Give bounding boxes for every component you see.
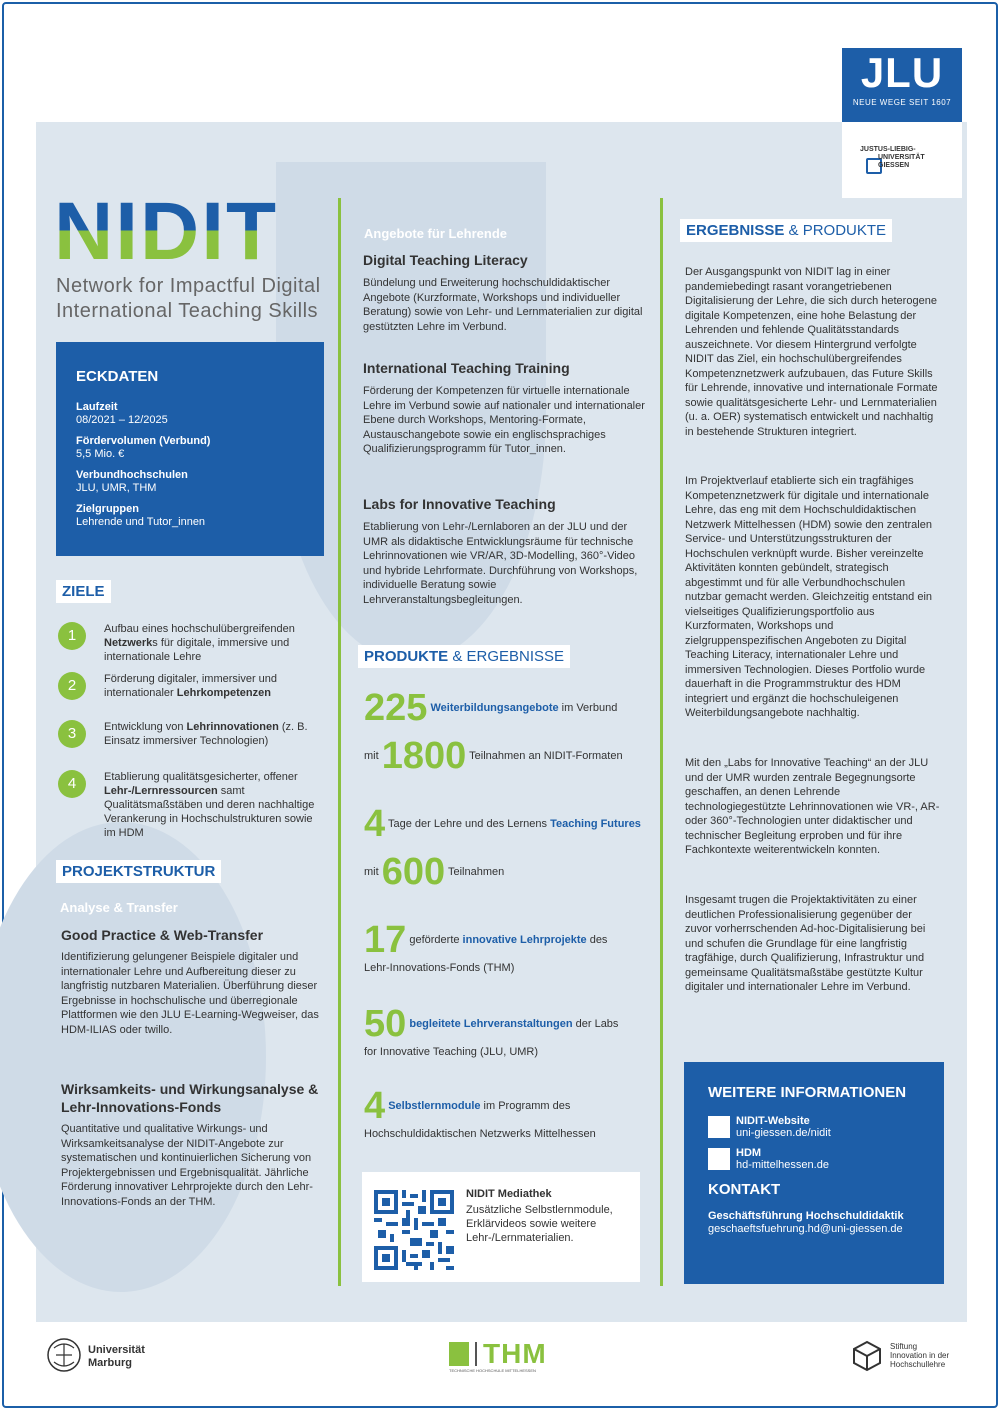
section-text: Bündelung und Erweiterung hochschuldidaktischer Angebote (Kurzformate, Workshops und individueller Beratung) sowie von Lehr- und Lernmaterialien zur digital gestützten Lehre im Verbund.	[363, 277, 643, 333]
marburg-seal-icon	[46, 1336, 82, 1374]
stat-item: 4 Selbstlernmodule im Programm des Hochschuldidaktischen Netzwerks Mittelhessen	[364, 1085, 596, 1140]
thm-square-icon	[449, 1342, 469, 1366]
eckdaten-value: JLU, UMR, THM	[76, 482, 157, 494]
section-title: Wirksamkeits- und Wirkungsanalyse & Lehr-Innovations-Fonds	[61, 1081, 319, 1115]
eckdaten-label: Laufzeit	[76, 401, 118, 413]
info-link[interactable]	[708, 1147, 920, 1171]
kontakt-email[interactable]: geschaeftsfuehrung.hd@uni-giessen.de	[708, 1223, 903, 1235]
produkte-heading: PRODUKTE & ERGEBNISSE	[358, 645, 570, 668]
angebote-subheading: Angebote für Lehrende	[364, 226, 508, 241]
marburg-name: Universität Marburg	[88, 1344, 145, 1369]
section-title: Good Practice & Web-Transfer	[61, 927, 264, 943]
stat-item: mit 1800 Teilnahmen an NIDIT-Formaten	[364, 735, 623, 777]
ziele-heading: ZIELE	[56, 580, 111, 603]
kontakt-title: Geschäftsführung Hochschuldidaktik	[708, 1210, 904, 1222]
goal-number: 4	[58, 770, 86, 798]
stat-number: 50	[364, 1003, 407, 1045]
stat-number: 4	[364, 803, 386, 845]
info-link-title: HDM	[736, 1147, 762, 1159]
qr-code-icon[interactable]	[374, 1190, 454, 1270]
info-link-title: NIDIT-Website	[736, 1115, 810, 1127]
jlu-wordmark	[842, 122, 962, 198]
stat-item: 50 begleitete Lehrveranstaltungen der Labs for Innovative Teaching (JLU, UMR)	[364, 1003, 619, 1058]
info-link-url[interactable]: uni-giessen.de/nidit	[736, 1127, 831, 1139]
goal-number: 1	[58, 622, 86, 650]
eckdaten-box	[56, 342, 324, 556]
eckdaten-label: Verbundhochschulen	[76, 469, 188, 481]
eckdaten-value: 5,5 Mio. €	[76, 448, 125, 460]
jlu-name-line: UNIVERSITÄT	[878, 154, 925, 161]
ergebnisse-paragraph: Insgesamt trugen die Projektaktivitäten zu einer deutlichen Professionalisierung gegenüber der zuvor vorherrschenden Ad-hoc-Digitalisierung bei und schufen die Grundlage für eine langfristig tragfähige, durch Qualifizierung, Infrastruktur und gemeinsame Qualitätsmaßstäbe gestützte Kultur digitaler und internationaler Lehre im Verbund.	[685, 894, 926, 993]
column-divider	[338, 198, 341, 1286]
eckdaten-label: Fördervolumen (Verbund)	[76, 435, 211, 447]
decor-circle	[0, 822, 266, 1292]
ergebnisse-heading: ERGEBNISSE & PRODUKTE	[680, 219, 892, 242]
eckdaten-heading: ECKDATEN	[76, 368, 159, 385]
nidit-logo: NIDIT	[54, 186, 279, 277]
stiftung-name: Stiftung Innovation in der Hochschullehre	[890, 1342, 950, 1369]
stat-number: 17	[364, 919, 407, 961]
section-text: Förderung der Kompetenzen für virtuelle internationale Lehre im Verbund sowie auf nationaler und internationaler Ebene durch Workshops, Mentoring-Formate, Austauschangebote sowie ein englischsprachiges Qualifizierungsprogramm für Tutor_innen.	[363, 385, 645, 455]
stat-item: 17 geförderte innovative Lehrprojekte des Lehr-Innovations-Fonds (THM)	[364, 919, 608, 974]
qr-code-icon	[708, 1148, 730, 1170]
info-link-url[interactable]: hd-mittelhessen.de	[736, 1159, 829, 1171]
weitere-heading: WEITERE INFORMATIONEN	[708, 1084, 907, 1101]
ergebnisse-paragraph: Mit den „Labs for Innovative Teaching“ an der JLU und der UMR wurden zentrale Begegnungsorte geschaffen, an denen Lehrende technologiegestützte Lehrinnovationen wie VR-, AR- oder 360°-Technologien unter didaktischer und technischer Begleitung erproben und für ihre Fachkontexte weiterentwickeln konnten.	[685, 757, 940, 856]
stat-number: 1800	[381, 735, 467, 777]
section-title: Digital Teaching Literacy	[363, 252, 528, 268]
section-text: Etablierung von Lehr-/Lernlaboren an der JLU und der UMR als didaktische Entwicklungsräume für technische Lehrinnovationen wie VR/AR, 3D-Modelling, 360°-Video und hybride Lehrformate. Durchführung von Workshops, individuelle Beratung sowie Lehrveranstaltungsbegleitungen.	[363, 521, 638, 606]
projektstruktur-heading: PROJEKTSTRUKTUR	[56, 860, 221, 883]
column-divider	[660, 198, 663, 1286]
thm-logo	[449, 1338, 547, 1373]
stat-number: 600	[381, 851, 446, 893]
subtitle-line: International Teaching Skills	[56, 300, 319, 322]
jlu-abbr: JLU	[860, 49, 944, 96]
qr-code-icon	[708, 1116, 730, 1138]
jlu-logo	[842, 48, 962, 122]
subtitle-line: Network for Impactful Digital	[56, 275, 321, 297]
info-link[interactable]	[708, 1115, 920, 1139]
stat-item: 225 Weiterbildungsangebote im Verbund	[364, 687, 618, 729]
ergebnisse-paragraph: Der Ausgangspunkt von NIDIT lag in einer pandemiebedingt rasant vorangetriebenen Digitalisierung der Lehre, die sich durch heterogene digitale Kompetenzen, eine hohe Belastung der Lehrenden und fehlende Qualitätsstandards auszeichnete. Vor diesem Hintergrund verfolgte NIDIT das Ziel, ein hochschulübergreifendes Kompetenznetzwerk aufzubauen, das Future Skills für Lehrende, innovative und internationale Formate sowie qualitätsgesicherte Lehr- und Lernmaterialien (u. a. OER) systematisch entwickelt und nachhaltig in bestehende Strukturen integriert.	[685, 266, 938, 438]
section-title: Labs for Innovative Teaching	[363, 496, 556, 512]
eckdaten-value: 08/2021 – 12/2025	[76, 414, 168, 426]
stiftung-cube-icon	[852, 1340, 882, 1372]
ergebnisse-paragraph: Im Projektverlauf etablierte sich ein tragfähiges Kompetenznetzwerk für digitale und internationale Lehre, das eng mit dem Hochschuldidaktischen Netzwerk Mittelhessen (HDM) sowie den zentralen Service- und Unterstützungsstrukturen der Hochschulen verknüpft wurde. Bisher vereinzelte Aktivitäten konnten gebündelt, strategisch abgestimmt und für alle Verbundhochschulen nutzbar gemacht werden. Gleichzeitig entstand ein vielseitiges Qualifizierungsportfolio aus Kurzformaten, Workshops und zielgruppenspezifischen Angeboten zu Digital Teaching Literacy, internationaler Lehre und immersiven Technologien. Dieses Portfolio wurde dauerhaft in die Programmstruktur des HDM integriert und ergänzt die hochschuleigenen Weiterbildungsangebote nachhaltig.	[685, 475, 933, 719]
weitere-info-box	[684, 1062, 944, 1284]
thm-name: THM	[483, 1338, 547, 1369]
section-text: Quantitative und qualitative Wirkungs- und Wirksamkeitsanalyse der NIDIT-Angebote zur systematischen und kontinuierlichen Sicherung von Projektergebnissen und Ergebnisqualität. Jährliche Förderung innovativer Lehrprojekte durch den Lehr-Innovations-Fonds an der THM.	[61, 1123, 313, 1208]
kontakt-heading: KONTAKT	[708, 1181, 781, 1198]
goal-number: 2	[58, 672, 86, 700]
stat-number: 4	[364, 1085, 386, 1127]
section-text: Identifizierung gelungener Beispiele digitaler und internationaler Lehre und Aufbereitung dieser zu langfristig nutzbaren Materialien. Überführung dieser Ergebnisse in hochschulische und überregionale Plattformen wie den JLU E-Learning-Wegweiser, das HDM-ILIAS oder twillo.	[61, 951, 319, 1036]
jlu-tagline: NEUE WEGE SEIT 1607	[852, 98, 952, 107]
mediathek-text: Zusätzliche Selbstlernmodule, Erklärvideos sowie weitere Lehr-/Lernmaterialien.	[466, 1204, 613, 1244]
mediathek-box	[362, 1172, 640, 1282]
section-title: International Teaching Training	[363, 360, 570, 376]
goal-number: 3	[58, 720, 86, 748]
eckdaten-value: Lehrende und Tutor_innen	[76, 516, 206, 528]
eckdaten-label: Zielgruppen	[76, 503, 139, 515]
stat-item: 4 Tage der Lehre und des Lernens Teaching Futures	[364, 803, 641, 845]
mediathek-title: NIDIT Mediathek	[466, 1188, 552, 1200]
stat-number: 225	[364, 687, 428, 729]
thm-caption: TECHNISCHE HOCHSCHULE MITTELHESSEN	[449, 1368, 536, 1373]
jlu-name-line: GIESSEN	[878, 162, 910, 169]
jlu-name-line: JUSTUS-LIEBIG-	[860, 146, 916, 153]
stat-item: mit 600 Teilnahmen	[364, 851, 505, 893]
nidit-subtitle	[56, 274, 321, 324]
projektstruktur-subheading: Analyse & Transfer	[60, 900, 178, 915]
